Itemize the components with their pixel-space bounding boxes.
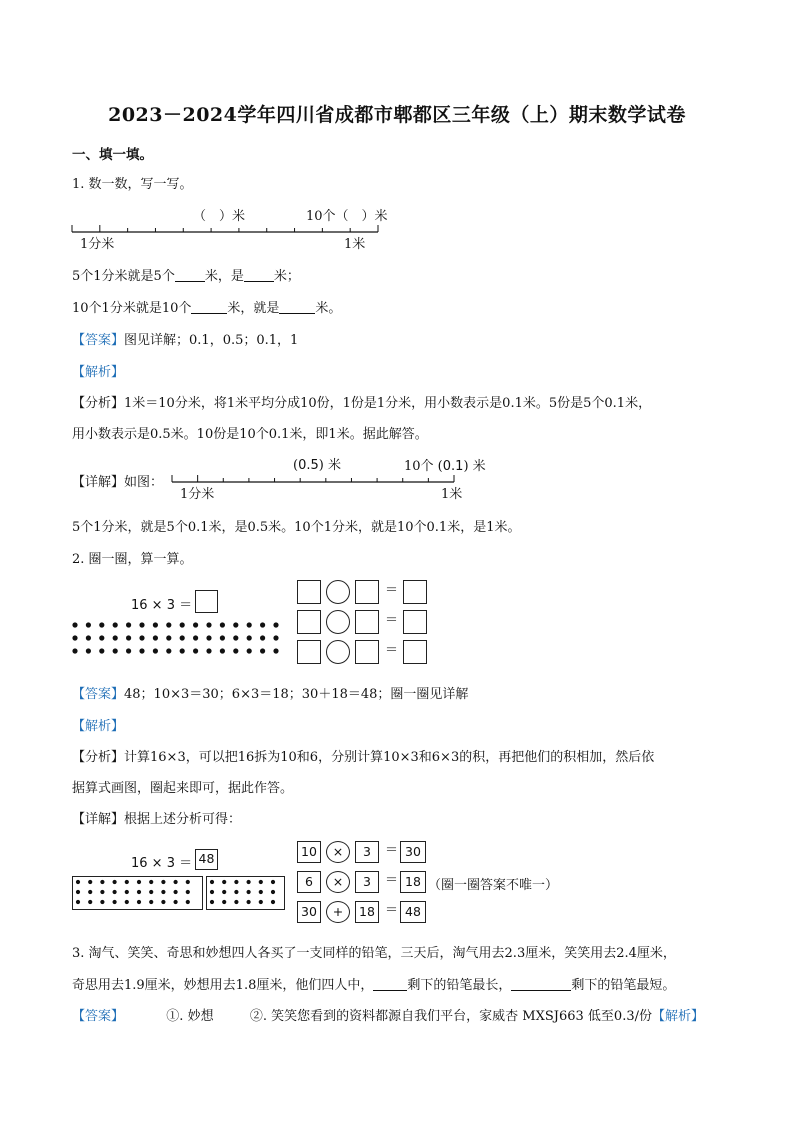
- blank: [373, 978, 407, 991]
- dot: [186, 880, 190, 884]
- dot: [137, 900, 141, 904]
- q1-detail-ruler-left: 1分米: [180, 487, 215, 502]
- operator-circle: [326, 640, 350, 664]
- q2-expression: 16 × 3 ＝: [131, 598, 193, 613]
- dot: [149, 880, 153, 884]
- dot: [247, 880, 251, 884]
- dot: [180, 622, 185, 627]
- dot: [76, 890, 80, 894]
- q1-fenxi-line2: 用小数表示是0.5米。10份是10个0.1米，即1米。据此解答。: [72, 427, 428, 442]
- equals-sign: ＝: [385, 613, 399, 628]
- result-box: [403, 640, 427, 664]
- operand-box: [297, 610, 321, 634]
- operand-box: 3: [355, 841, 379, 863]
- operand-box: 6: [297, 871, 321, 893]
- dot: [247, 900, 251, 904]
- dot: [99, 648, 104, 653]
- q2-detail: 【详解】根据上述分析可得：: [72, 812, 242, 827]
- dot: [260, 648, 265, 653]
- dot: [72, 622, 77, 627]
- dot: [113, 890, 117, 894]
- dot: [113, 622, 118, 627]
- operand-box: 10: [297, 841, 321, 863]
- dot: [137, 890, 141, 894]
- dot: [233, 622, 238, 627]
- q1-line2: 10个1分米就是10个 米，就是 米。: [72, 301, 342, 316]
- q2-detail-dot-grid: [72, 876, 284, 908]
- q1-detail-ruler: [172, 472, 462, 486]
- dot: [86, 648, 91, 653]
- dot: [139, 648, 144, 653]
- dot: [166, 635, 171, 640]
- q3-answer: 【答案】 ①. 妙想 ②. 笑笑您看到的资料都源自我们平台，家威杏 MXSJ663 低至0.3/份【解析】: [72, 1009, 704, 1024]
- q2-detail-expression: 16 × 3 ＝: [131, 856, 193, 871]
- dot: [166, 648, 171, 653]
- q2-stem: 2. 圈一圈，算一算。: [72, 552, 193, 567]
- dot: [126, 635, 131, 640]
- dot: [161, 880, 165, 884]
- dot: [99, 622, 104, 627]
- q1-answer: 【答案】图见详解；0.1，0.5；0.1，1: [72, 333, 299, 348]
- page-title: 2023－2024学年四川省成都市郫都区三年级（上）期末数学试卷: [108, 104, 686, 126]
- dot: [220, 648, 225, 653]
- result-box: [403, 580, 427, 604]
- dot: [113, 880, 117, 884]
- blank: [279, 301, 315, 314]
- q3-line2: 奇思用去1.9厘米，妙想用去1.8厘米，他们四人中， 剩下的铅笔最长， 剩下的铅笔最短。: [72, 978, 676, 993]
- dot: [100, 900, 104, 904]
- dot: [113, 635, 118, 640]
- dot: [233, 635, 238, 640]
- q2-answer-box: [195, 590, 218, 613]
- dot: [149, 900, 153, 904]
- dot: [174, 880, 178, 884]
- dot: [210, 900, 214, 904]
- dot: [153, 635, 158, 640]
- q1-line1: 5个1分米就是5个 米，是 米；: [72, 269, 300, 284]
- operator-circle: ×: [326, 871, 350, 893]
- dot: [126, 622, 131, 627]
- operand-box: [355, 610, 379, 634]
- dot: [222, 880, 226, 884]
- dot: [139, 635, 144, 640]
- q2-note: （圈一圈答案不唯一）: [428, 878, 559, 893]
- operator-circle: [326, 610, 350, 634]
- q1-ruler-top-right: 10个（ ）米: [306, 209, 388, 224]
- blank: [191, 301, 227, 314]
- q1-ruler-label-right: 1米: [344, 237, 366, 252]
- equals-sign: ＝: [385, 583, 399, 598]
- dot: [100, 880, 104, 884]
- dot: [113, 900, 117, 904]
- operand-box: 18: [355, 901, 379, 923]
- dot: [174, 890, 178, 894]
- q1-detail-top-right: 10个 (0.1) 米: [404, 459, 486, 474]
- dot: [271, 880, 275, 884]
- dot: [88, 890, 92, 894]
- equals-sign: ＝: [385, 873, 399, 888]
- dot: [206, 635, 211, 640]
- dot: [273, 635, 278, 640]
- q1-detail-top-mid: (0.5) 米: [293, 458, 341, 473]
- q1-detail-ruler-right: 1米: [441, 487, 463, 502]
- dot: [206, 622, 211, 627]
- dot: [206, 648, 211, 653]
- q1-detail-conclusion: 5个1分米，就是5个0.1米，是0.5米。10个1分米，就是10个0.1米，是1米。: [72, 520, 521, 535]
- dot: [260, 622, 265, 627]
- dot: [233, 648, 238, 653]
- result-box: 18: [400, 871, 426, 893]
- result-box: 30: [400, 841, 426, 863]
- dot: [220, 622, 225, 627]
- operator-circle: +: [326, 901, 350, 923]
- q2-fenxi-line1: 【分析】计算16×3，可以把16拆为10和6，分别计算10×3和6×3的积，再把他们的积相加，然后依: [72, 750, 655, 765]
- dot: [259, 880, 263, 884]
- q1-stem: 1. 数一数，写一写。: [72, 177, 193, 192]
- dot: [247, 890, 251, 894]
- equals-sign: ＝: [385, 643, 399, 658]
- dot: [193, 622, 198, 627]
- section-heading-1: 一、填一填。: [72, 147, 153, 163]
- q1-ruler-top-mid: （ ）米: [193, 209, 246, 224]
- dot: [100, 890, 104, 894]
- dot: [86, 622, 91, 627]
- dot: [125, 880, 129, 884]
- q2-dot-grid: [70, 620, 290, 666]
- dot: [247, 622, 252, 627]
- dot: [247, 635, 252, 640]
- dot: [247, 648, 252, 653]
- equals-sign: ＝: [385, 843, 399, 858]
- dot: [193, 648, 198, 653]
- dot: [99, 635, 104, 640]
- q2-fenxi-line2: 据算式画图，圈起来即可，据此作答。: [72, 781, 294, 796]
- operand-box: 3: [355, 871, 379, 893]
- dot: [72, 635, 77, 640]
- dot: [86, 635, 91, 640]
- dot: [271, 890, 275, 894]
- q1-detail-label: 【详解】如图：: [72, 475, 164, 490]
- q1-ruler-label-left: 1分米: [80, 237, 115, 252]
- operand-box: 30: [297, 901, 321, 923]
- dot: [273, 648, 278, 653]
- operand-box: [355, 580, 379, 604]
- dot: [137, 880, 141, 884]
- operand-box: [355, 640, 379, 664]
- dot: [271, 900, 275, 904]
- q1-ruler: [72, 222, 382, 236]
- operand-box: [297, 580, 321, 604]
- dot: [174, 900, 178, 904]
- dot: [161, 900, 165, 904]
- dot: [180, 648, 185, 653]
- dot: [166, 622, 171, 627]
- dot: [153, 648, 158, 653]
- dot: [220, 635, 225, 640]
- q3-line1: 3. 淘气、笑笑、奇思和妙想四人各买了一支同样的铅笔，三天后，淘气用去2.3厘米，笑笑用去2.4厘米，: [72, 946, 676, 961]
- dot: [260, 635, 265, 640]
- dot: [76, 880, 80, 884]
- dot: [234, 900, 238, 904]
- dot: [259, 890, 263, 894]
- dot: [273, 622, 278, 627]
- dot: [210, 880, 214, 884]
- dot: [210, 890, 214, 894]
- dot: [234, 890, 238, 894]
- dot: [222, 890, 226, 894]
- dot: [153, 622, 158, 627]
- dot: [222, 900, 226, 904]
- dot: [180, 635, 185, 640]
- dot: [88, 900, 92, 904]
- dot: [72, 648, 77, 653]
- dot: [126, 648, 131, 653]
- dot: [186, 900, 190, 904]
- dot: [125, 890, 129, 894]
- q2-detail-result-box: 48: [195, 849, 218, 870]
- dot: [186, 890, 190, 894]
- dot: [113, 648, 118, 653]
- dot: [125, 900, 129, 904]
- operand-box: [297, 640, 321, 664]
- dot: [259, 900, 263, 904]
- equals-sign: ＝: [385, 903, 399, 918]
- blank: [244, 269, 274, 282]
- dot: [193, 635, 198, 640]
- q2-analysis-tag: 【解析】: [72, 719, 125, 734]
- dot: [149, 890, 153, 894]
- q1-analysis-tag: 【解析】: [72, 365, 125, 380]
- result-box: [403, 610, 427, 634]
- dot: [76, 900, 80, 904]
- operator-circle: ×: [326, 841, 350, 863]
- dot: [88, 880, 92, 884]
- q2-answer: 【答案】48；10×3＝30；6×3＝18；30＋18＝48；圈一圈见详解: [72, 687, 469, 702]
- dot: [234, 880, 238, 884]
- dot: [139, 622, 144, 627]
- result-box: 48: [400, 901, 426, 923]
- operator-circle: [326, 580, 350, 604]
- dot: [161, 890, 165, 894]
- blank: [511, 978, 571, 991]
- blank: [175, 269, 205, 282]
- q1-fenxi-line1: 【分析】1米＝10分米，将1米平均分成10份，1份是1分米，用小数表示是0.1米。5份是5个0.1米，: [72, 396, 652, 411]
